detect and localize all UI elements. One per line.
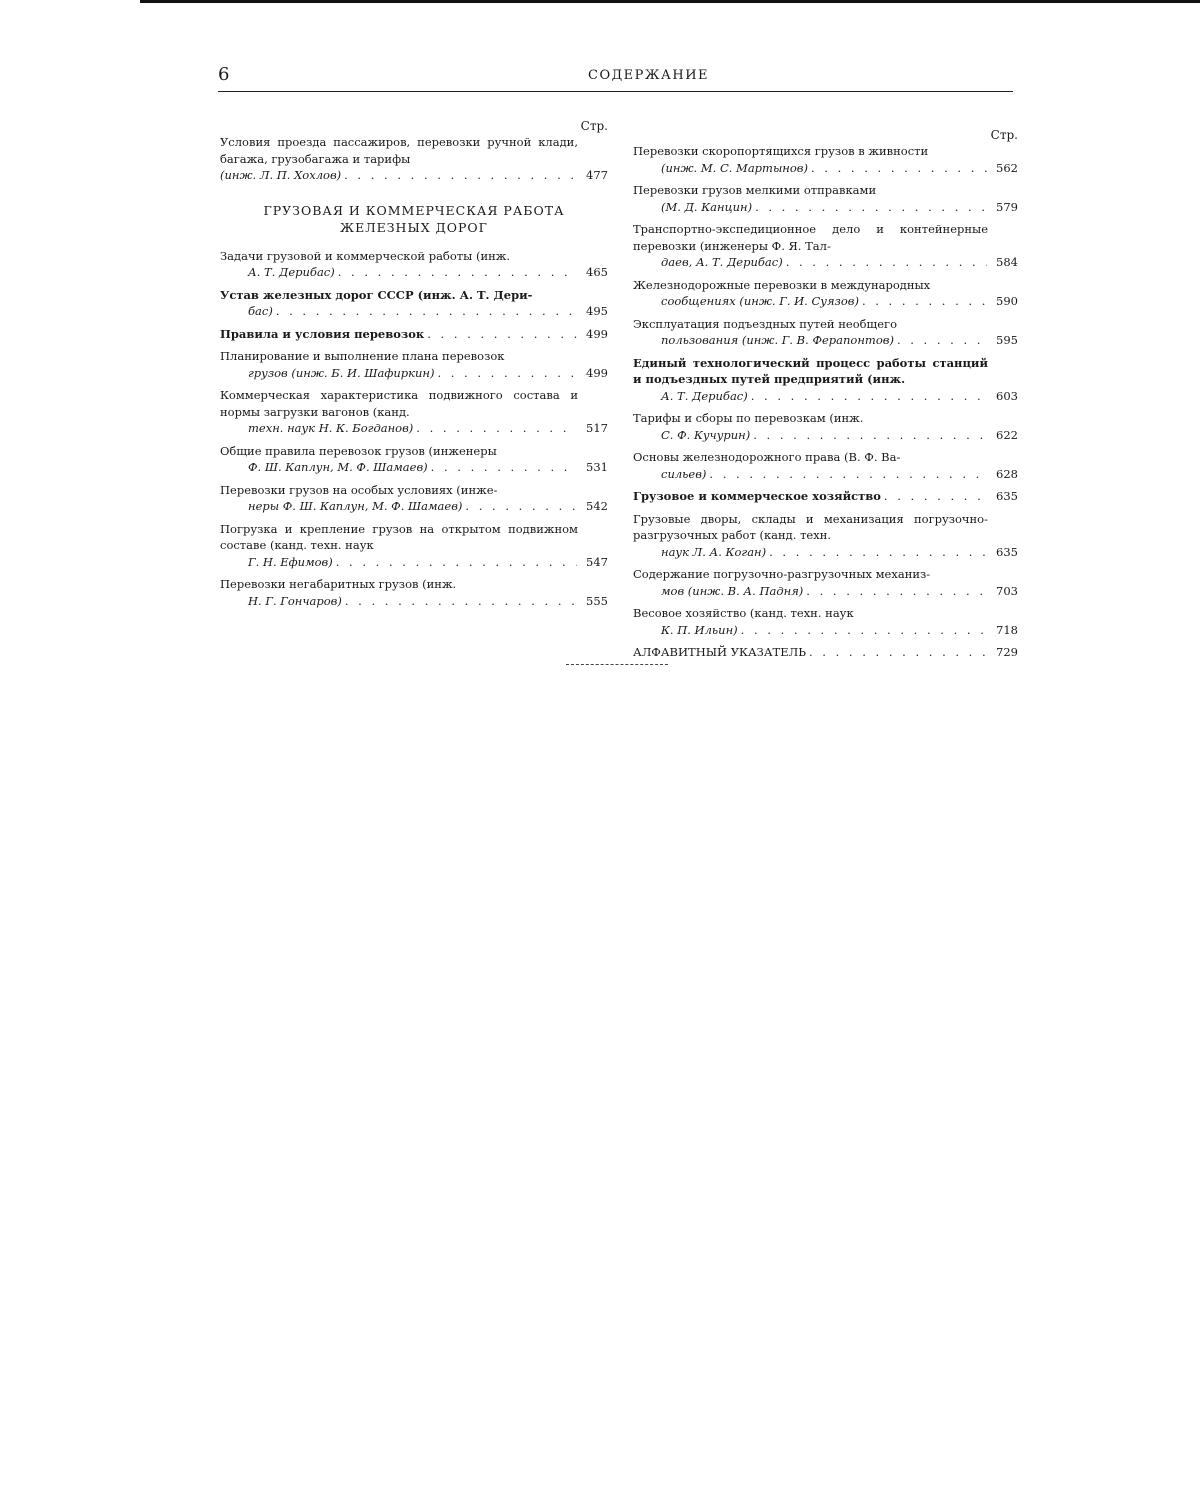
dot-leader	[338, 264, 577, 281]
toc-entry-author: бас)	[248, 304, 273, 318]
toc-right-column	[633, 127, 1018, 667]
toc-entry	[220, 287, 608, 320]
toc-entry-title: Перевозки скоропортящихся грузов в живности	[633, 144, 929, 158]
toc-entry-author: К. П. Ильин)	[661, 622, 738, 637]
toc-entry-title: Задачи грузовой и коммерческой работы (инж.	[220, 248, 511, 263]
toc-entry-title: Грузовые дворы, склады и механизация погрузочно-разгрузочных работ (канд. техн.	[633, 511, 988, 542]
toc-entry-title: Правила и условия перевозок	[220, 326, 425, 341]
toc-entry-title: Перевозки грузов мелкими отправками	[633, 183, 877, 197]
toc-entry-title: Условия проезда пассажиров, перевозки ручной клади, багажа, грузобагажа и тарифы	[220, 135, 578, 166]
dot-leader	[741, 622, 987, 639]
toc-entry-title: Погрузка и крепление грузов на открытом подвижном составе (канд. техн. наук	[220, 521, 578, 552]
dot-leader	[769, 544, 987, 561]
toc-entry	[633, 316, 1018, 349]
dot-leader	[897, 332, 987, 349]
toc-entry	[633, 182, 1018, 215]
toc-entry-author: (инж. М. С. Мартынов)	[661, 160, 808, 175]
toc-entry	[633, 221, 1018, 271]
toc-entry	[220, 576, 608, 609]
dot-leader	[811, 160, 987, 177]
toc-entry-author: С. Ф. Кучурин)	[661, 427, 751, 442]
dot-leader	[431, 459, 577, 476]
toc-entry-page: 517	[586, 421, 608, 435]
toc-entry-title: Планирование и выполнение плана перевозок	[220, 349, 505, 363]
toc-entry-title: Железнодорожные перевозки в международных	[633, 277, 931, 292]
toc-entry-page: 635	[996, 544, 1018, 559]
toc-entry	[633, 605, 1018, 638]
toc-entry-page: 584	[996, 255, 1018, 269]
dot-leader	[345, 593, 577, 610]
toc-entry	[220, 134, 608, 184]
section-heading: ГРУЗОВАЯ И КОММЕРЧЕСКАЯ РАБОТА ЖЕЛЕЗНЫХ ДОРОГ	[263, 202, 565, 235]
toc-entry-page: 628	[996, 466, 1018, 481]
toc-entry-author: (инж. Л. П. Хохлов)	[220, 168, 342, 182]
dot-leader	[437, 365, 577, 382]
dot-leader	[806, 583, 987, 600]
dot-leader	[416, 420, 577, 437]
toc-entry-author: Г. Н. Ефимов)	[248, 554, 333, 569]
toc-entry	[633, 644, 1018, 661]
toc-entry-author: техн. наук Н. К. Богданов)	[248, 421, 414, 435]
toc-entry	[633, 410, 1018, 443]
dot-leader	[276, 303, 577, 320]
toc-entry-title: Транспортно-экспедиционное дело и контейнерные перевозки (инженеры Ф. Я. Тал-	[633, 222, 988, 253]
toc-entry-author: Ф. Ш. Каплун, М. Ф. Шамаев)	[248, 460, 428, 474]
toc-entry-page: 542	[586, 499, 608, 513]
toc-entry-page: 495	[586, 304, 608, 318]
toc-entry-author: пользования (инж. Г. В. Ферапонтов)	[661, 333, 894, 347]
dot-leader	[427, 326, 577, 343]
end-of-contents-rule	[566, 664, 668, 665]
dot-leader	[709, 466, 987, 483]
toc-entry-page: 499	[586, 326, 608, 341]
toc-entry-author: грузов (инж. Б. И. Шафиркин)	[248, 365, 435, 380]
toc-entry	[633, 566, 1018, 599]
pages-column-label: Стр.	[580, 119, 608, 133]
toc-entry-page: 499	[586, 365, 608, 380]
toc-entry	[633, 143, 1018, 176]
dot-leader	[786, 254, 987, 271]
toc-entry	[220, 326, 608, 343]
dot-leader	[465, 498, 577, 515]
dot-leader	[755, 199, 987, 216]
toc-entry	[633, 277, 1018, 310]
toc-entry-title: Грузовое и коммерческое хозяйство	[633, 489, 881, 503]
toc-entry-page: 590	[996, 294, 1018, 308]
toc-entry-page: 547	[586, 554, 608, 569]
toc-entry-page: 477	[586, 168, 608, 182]
toc-entry-author: сообщениях (инж. Г. И. Суязов)	[661, 294, 859, 308]
toc-entry-title: Эксплуатация подъездных путей необщего	[633, 316, 897, 331]
toc-entry-page: 531	[586, 460, 608, 474]
toc-entry	[220, 248, 608, 281]
dot-leader	[344, 167, 577, 184]
toc-entry-page: 465	[586, 265, 608, 279]
toc-entry-author: даев, А. Т. Дерибас)	[661, 255, 783, 269]
dot-leader	[862, 293, 987, 310]
toc-entry	[220, 521, 608, 571]
toc-entry	[220, 443, 608, 476]
toc-entry	[633, 488, 1018, 505]
toc-entry-page: 718	[996, 622, 1018, 637]
page-number: 6	[218, 64, 230, 85]
toc-entry-title: Содержание погрузочно-разгрузочных механиз-	[633, 567, 931, 581]
toc-entry	[220, 348, 608, 381]
toc-entry-page: 579	[996, 199, 1018, 214]
toc-entry	[633, 449, 1018, 482]
toc-entry-title: Устав железных дорог СССР (инж. А. Т. Дери-	[220, 287, 533, 302]
toc-left-column	[220, 118, 608, 615]
header-rule	[218, 91, 1013, 92]
toc-entry-author: Н. Г. Гончаров)	[248, 593, 342, 608]
toc-entry-author: мов (инж. В. А. Падня)	[661, 583, 804, 598]
dot-leader	[809, 644, 987, 661]
toc-entry-page: 603	[996, 388, 1018, 403]
toc-entry-title: Коммерческая характеристика подвижного состава и нормы загрузки вагонов (канд.	[220, 388, 578, 419]
toc-entry-page: 622	[996, 427, 1018, 442]
toc-entry-page: 555	[586, 593, 608, 608]
dot-leader	[884, 488, 987, 505]
toc-entry-title: Перевозки негабаритных грузов (инж.	[220, 577, 457, 591]
toc-entry-author: А. Т. Дерибас)	[248, 265, 335, 279]
toc-entry-author: сильев)	[661, 466, 707, 481]
pages-column-label: Стр.	[990, 128, 1018, 142]
toc-entry-author: А. Т. Дерибас)	[661, 388, 748, 403]
toc-entry-title: АЛФАВИТНЫЙ УКАЗАТЕЛЬ	[633, 645, 806, 659]
page-header	[218, 62, 1013, 92]
dot-leader	[751, 388, 987, 405]
toc-entry-page: 729	[996, 645, 1018, 659]
toc-entry-page: 703	[996, 583, 1018, 598]
toc-entry-author: наук Л. А. Коган)	[661, 544, 767, 559]
toc-entry	[633, 355, 1018, 405]
dot-leader	[336, 554, 577, 571]
toc-entry	[633, 511, 1018, 561]
toc-entry-page: 595	[996, 333, 1018, 347]
toc-entry-title: Весовое хозяйство (канд. техн. наук	[633, 606, 854, 620]
toc-entry-title: Единый технологический процесс работы станций и подъездных путей предприятий (инж.	[633, 355, 988, 386]
toc-entry-title: Перевозки грузов на особых условиях (инже-	[220, 482, 498, 497]
toc-entry	[220, 387, 608, 437]
toc-entry-page: 635	[996, 489, 1018, 503]
toc-entry-title: Общие правила перевозок грузов (инженеры	[220, 443, 497, 458]
running-title: СОДЕРЖАНИЕ	[588, 68, 710, 83]
top-border-rule	[140, 0, 1200, 3]
toc-entry-author: неры Ф. Ш. Каплун, М. Ф. Шамаев)	[248, 499, 463, 513]
toc-entry-page: 562	[996, 160, 1018, 175]
toc-entry-title: Тарифы и сборы по перевозкам (инж.	[633, 411, 864, 425]
dot-leader	[753, 427, 987, 444]
toc-entry	[220, 482, 608, 515]
toc-entry-title: Основы железнодорожного права (В. Ф. Ва-	[633, 450, 901, 464]
toc-entry-author: (М. Д. Канцин)	[661, 199, 753, 214]
